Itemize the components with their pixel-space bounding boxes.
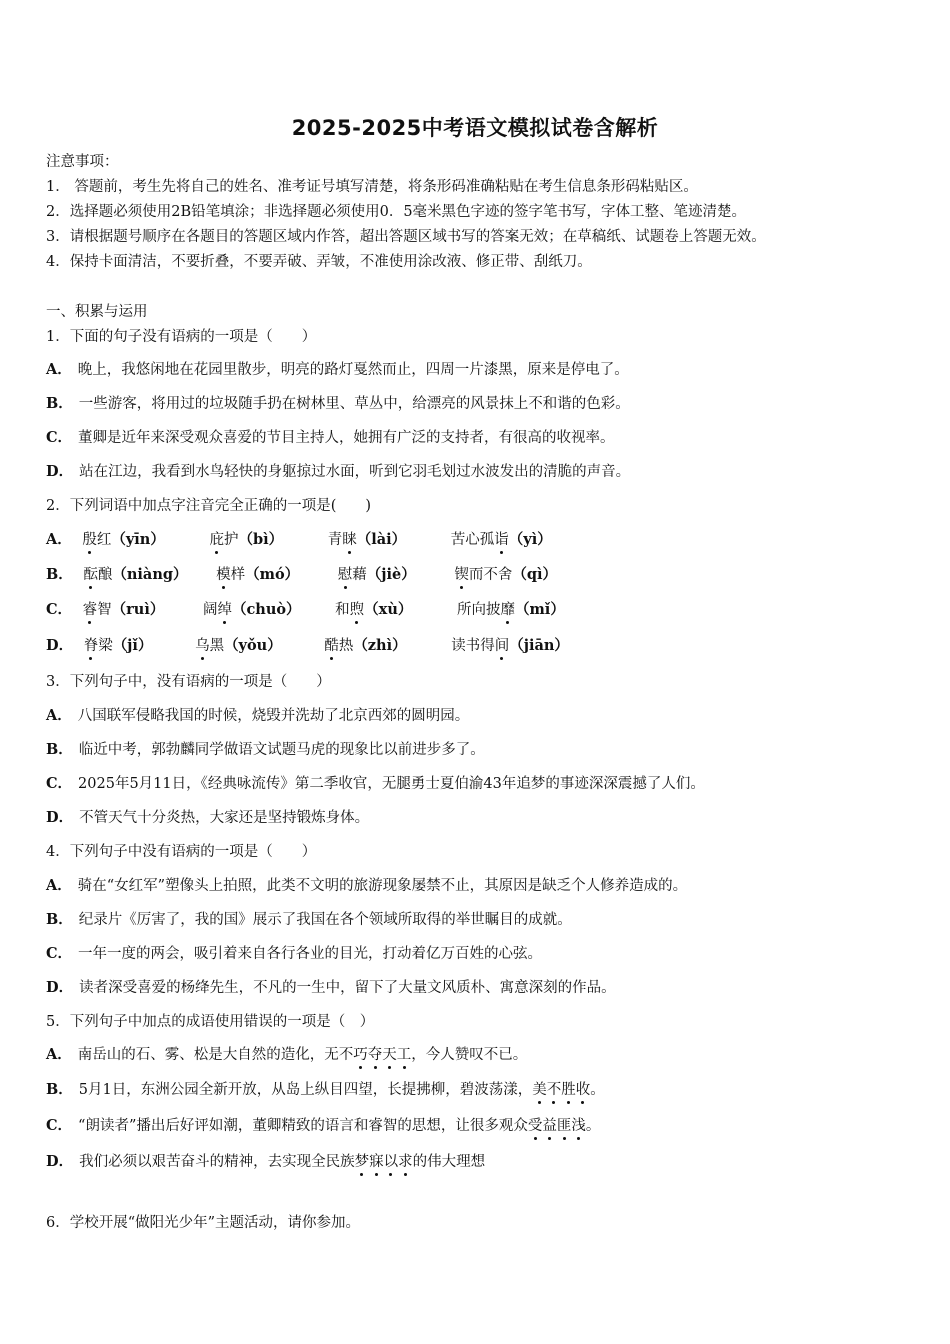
option-line (46, 706, 469, 726)
option-line (46, 600, 591, 620)
option-label: B． (46, 395, 73, 412)
option-line (46, 1116, 600, 1136)
dotted-idiom (353, 1047, 411, 1063)
option-line (46, 910, 572, 930)
option-line (46, 360, 629, 380)
notice-item: 2．选择题必须使用2B铅笔填涂；非选择题必须使用0．5毫米黑色字迹的签字笔书写，字体工整、笔迹清楚。 (46, 204, 747, 220)
option-line (46, 808, 369, 828)
option-label: A． (46, 707, 72, 724)
option-label: D． (46, 979, 74, 996)
question-stem: 5．下列句子中加点的成语使用错误的一项是（ ） (46, 1014, 375, 1030)
dotted-char: 寐 (369, 1154, 384, 1170)
option-label: C． (46, 945, 73, 962)
option-label: A． (46, 361, 72, 378)
page-title: 2025-2025中考语文模拟试卷含解析 (291, 116, 659, 140)
dotted-char: 以 (383, 1154, 399, 1170)
option-text: 。 (590, 1082, 605, 1098)
question-stem: 2．下列词语中加点字注音完全正确的一项是( ) (46, 498, 372, 514)
question-stem: 4．下列句子中没有语病的一项是（ ） (46, 844, 317, 860)
pinyin-word: 苦心孤诣（yì） (450, 531, 552, 548)
dotted-char: 受 (527, 1118, 543, 1134)
option-line (46, 876, 687, 896)
dotted-char: 收 (575, 1082, 591, 1098)
dotted-char: 胜 (561, 1082, 576, 1098)
option-text: 2025年5月11日，《经典咏流传》第二季收官，无腿勇士夏伯渝43年追梦的事迹深深震撼了人们。 (78, 776, 705, 792)
option-text: 不管天气十分炎热，大家还是坚持锻炼身体。 (79, 810, 370, 826)
dotted-char: 美 (532, 1082, 547, 1098)
option-line (46, 944, 542, 964)
option-label: D． (46, 809, 74, 826)
section-heading: 一、积累与运用 (46, 304, 148, 320)
dotted-idiom (355, 1154, 413, 1170)
option-label: A． (46, 531, 72, 548)
option-text: 一年一度的两会，吸引着来自各行各业的目光，打动着亿万百姓的心弦。 (78, 946, 543, 962)
option-text: 5月1日，东洲公园全新开放，从岛上纵目四望，长提拂柳，碧波荡漾， (78, 1082, 533, 1098)
option-line (46, 1045, 527, 1065)
option-text: 。 (585, 1118, 601, 1134)
question-stem: 3．下列句子中，没有语病的一项是（ ） (46, 674, 331, 690)
option-text: 一些游客，将用过的垃圾随手扔在树林里、草丛中，给漂亮的风景抹上不和谐的色彩。 (78, 396, 630, 412)
pinyin-word: 乌黑（yǒu） (195, 637, 282, 654)
option-label: C． (46, 1117, 73, 1134)
dotted-char: 不 (546, 1082, 562, 1098)
pinyin-word: 殷红（yīn） (82, 531, 165, 548)
dotted-char: 天 (382, 1047, 397, 1063)
pinyin-word: 所向披靡（mǐ） (456, 601, 565, 618)
dotted-char: 巧 (353, 1047, 368, 1063)
option-text: 晚上，我悠闲地在花园里散步，明亮的路灯戛然而止，四周一片漆黑，原来是停电了。 (77, 362, 629, 378)
option-line (46, 1080, 605, 1100)
notice-item: 4．保持卡面清洁，不要折叠，不要弄破、弄皱，不准使用涂改液、修正带、刮纸刀。 (46, 254, 592, 270)
dotted-char: 梦 (354, 1154, 370, 1170)
dotted-char: 求 (398, 1154, 413, 1170)
option-label: D． (46, 637, 74, 654)
option-line (46, 462, 630, 482)
option-line (46, 740, 485, 760)
option-line (46, 565, 583, 585)
option-label: A． (46, 877, 72, 894)
dotted-char: 益 (542, 1118, 557, 1134)
notice-item: 1． 答题前，考生先将自己的姓名、准考证号填写清楚，将条形码准确粘贴在考生信息条形码粘贴区。 (46, 179, 698, 195)
option-text: 骑在“女红军”塑像头上拍照，此类不文明的旅游现象屡禁不止，其原因是缺乏个人修养造成的。 (77, 878, 688, 894)
option-label: D． (46, 463, 74, 480)
option-line (46, 636, 595, 656)
option-label: C． (46, 601, 73, 618)
pinyin-word: 阔绰（chuò） (202, 601, 301, 618)
pinyin-word: 青睐（lài） (327, 531, 407, 548)
option-text: 南岳山的石、雾、松是大自然的造化，无不 (77, 1047, 354, 1063)
option-text: “朗读者”播出后好评如潮，董卿精致的语言和睿智的思想，让很多观众 (78, 1118, 528, 1134)
option-label: B． (46, 566, 73, 583)
dotted-idiom (528, 1118, 586, 1134)
option-text: ，今人赞叹不已。 (411, 1047, 528, 1063)
pinyin-word: 模样（mó） (216, 566, 300, 583)
option-text: 的伟大理想 (412, 1154, 486, 1170)
option-line (46, 978, 616, 998)
dotted-char: 匪 (556, 1118, 572, 1134)
option-label: D． (46, 1153, 74, 1170)
dotted-char: 工 (396, 1047, 412, 1063)
option-text: 董卿是近年来深受观众喜爱的节目主持人，她拥有广泛的支持者，有很高的收视率。 (78, 430, 615, 446)
option-text: 我们必须以艰苦奋斗的精神，去实现全民族 (79, 1154, 355, 1170)
pinyin-word: 酝酿（niàng） (83, 566, 188, 583)
pinyin-word: 和煦（xù） (335, 601, 413, 618)
option-line (46, 428, 615, 448)
notice-heading: 注意事项： (46, 154, 119, 170)
option-line (46, 774, 705, 794)
option-label: B． (46, 741, 73, 758)
notice-item: 3．请根据题号顺序在各题目的答题区域内作答，超出答题区域书写的答案无效；在草稿纸、试题卷上答题无效。 (46, 229, 766, 245)
option-text: 临近中考，郭勃麟同学做语文试题马虎的现象比以前进步多了。 (78, 742, 485, 758)
dotted-char: 浅 (571, 1118, 586, 1134)
option-text: 站在江边，我看到水鸟轻快的身躯掠过水面，听到它羽毛划过水波发出的清脆的声音。 (79, 464, 631, 480)
option-text: 八国联军侵略我国的时候，烧毁并洗劫了北京西郊的圆明园。 (77, 708, 470, 724)
option-label: A． (46, 1046, 72, 1063)
pinyin-word: 慰藉（jiè） (337, 566, 416, 583)
option-line (46, 1152, 485, 1172)
option-label: B． (46, 1081, 73, 1098)
option-text: 纪录片《厉害了，我的国》展示了我国在各个领域所取得的举世瞩目的成就。 (78, 912, 572, 928)
dotted-idiom (532, 1082, 590, 1098)
option-label: B． (46, 911, 73, 928)
option-label: C． (46, 775, 73, 792)
dotted-char: 夺 (367, 1047, 383, 1063)
pinyin-word: 锲而不舍（qì） (454, 566, 557, 583)
pinyin-word: 脊梁（jǐ） (83, 637, 153, 654)
pinyin-word: 睿智（ruì） (82, 601, 165, 618)
question-stem: 1．下面的句子没有语病的一项是（ ） (46, 329, 317, 345)
option-line (46, 530, 578, 550)
option-label: C． (46, 429, 73, 446)
pinyin-word: 读书得间（jiān） (451, 637, 569, 654)
option-line (46, 394, 630, 414)
question-stem: 6．学校开展“做阳光少年”主题活动，请你参加。 (46, 1215, 361, 1231)
pinyin-word: 庇护（bì） (209, 531, 284, 548)
pinyin-word: 酷热（zhì） (324, 637, 407, 654)
option-text: 读者深受喜爱的杨绛先生，不凡的一生中，留下了大量文风质朴、寓意深刻的作品。 (79, 980, 616, 996)
